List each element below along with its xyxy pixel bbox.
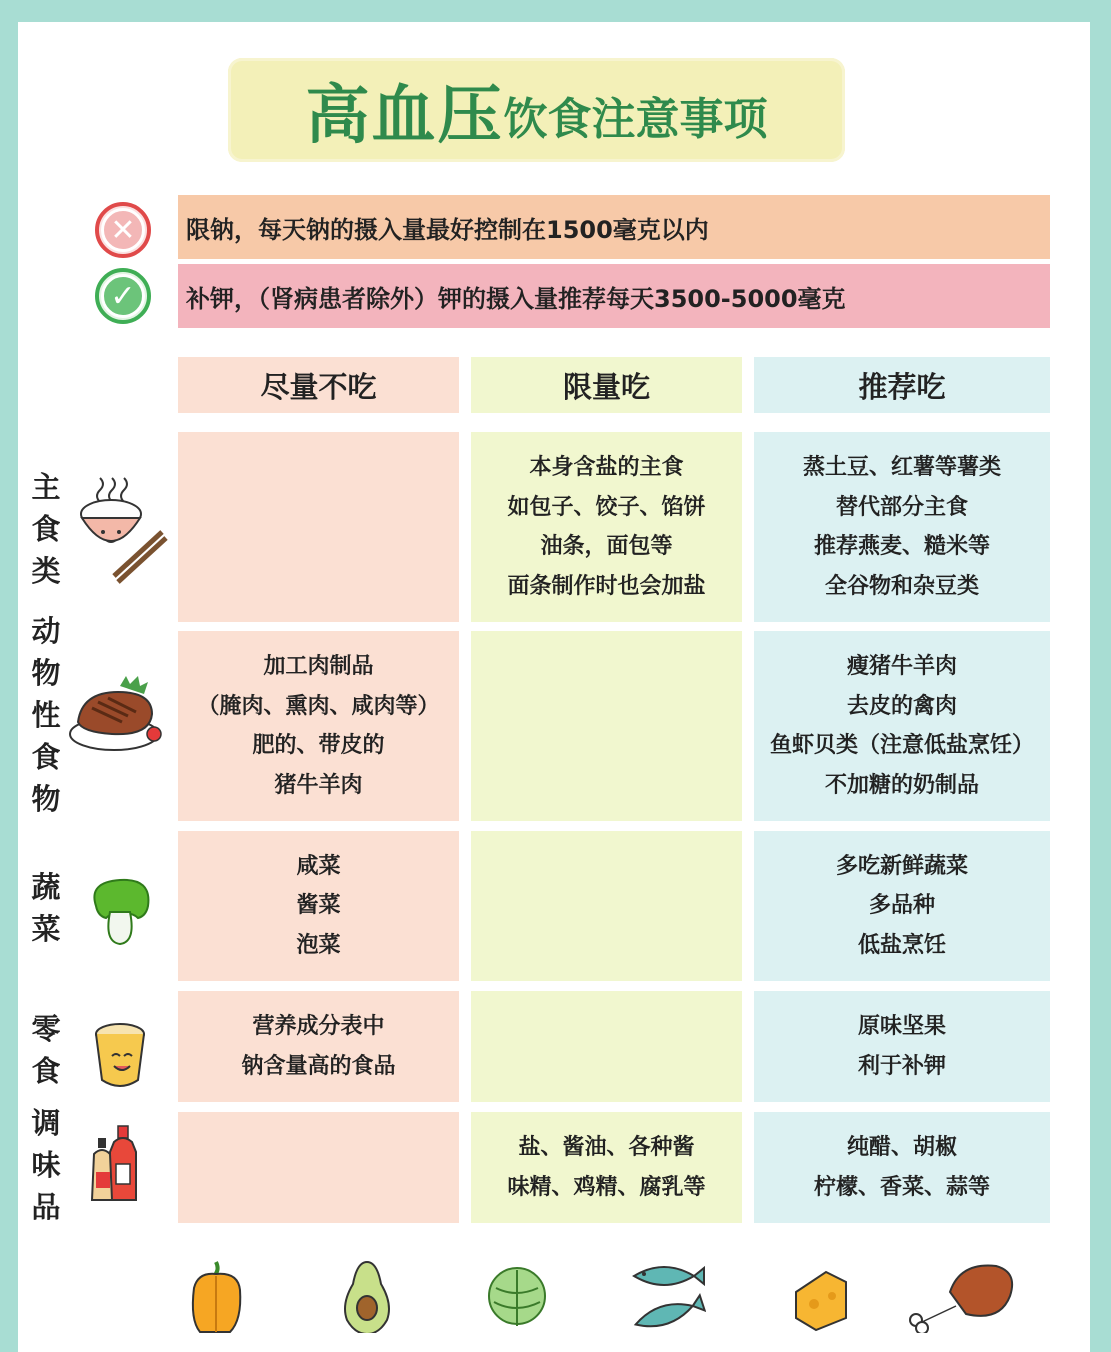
cell-line: 咸菜 bbox=[296, 853, 341, 879]
cell-line: 不加糖的奶制品 bbox=[824, 772, 979, 798]
pepper-icon bbox=[186, 1258, 246, 1333]
category-char: 动 bbox=[31, 614, 61, 648]
cell-line: 本身含盐的主食 bbox=[529, 455, 684, 480]
category-char: 主 bbox=[31, 470, 61, 504]
cell-line: 柠檬、香菜、蒜等 bbox=[813, 1174, 990, 1200]
column-header-limit: 限量吃 bbox=[471, 357, 742, 413]
cell-staple-limit bbox=[471, 432, 742, 622]
cell-line: 油条，面包等 bbox=[540, 534, 673, 559]
category-char: 调 bbox=[31, 1106, 61, 1140]
category-char: 食 bbox=[31, 512, 61, 546]
sauce-bottles-icon bbox=[88, 1124, 148, 1206]
rice-bowl-icon bbox=[78, 474, 170, 586]
category-char: 性 bbox=[31, 698, 61, 732]
cell-line: 多吃新鲜蔬菜 bbox=[835, 853, 968, 879]
cell-condiment-avoid bbox=[178, 1112, 459, 1223]
cell-line: 加工肉制品 bbox=[263, 654, 374, 679]
potassium-notice: 补钾，（肾病患者除外）钾的摄入量推荐每天3500-5000毫克 bbox=[178, 264, 1050, 328]
category-char: 蔬 bbox=[31, 870, 61, 904]
cell-line: 泡菜 bbox=[296, 932, 341, 958]
cell-line: 蒸土豆、红薯等薯类 bbox=[802, 455, 1001, 480]
cell-condiment-limit bbox=[471, 1112, 742, 1223]
cell-animal-recommend bbox=[754, 631, 1050, 821]
category-char: 物 bbox=[31, 782, 61, 816]
column-header-avoid: 尽量不吃 bbox=[178, 357, 459, 413]
cell-vegetable-avoid bbox=[178, 831, 459, 981]
cell-line: 盐、酱油、各种酱 bbox=[518, 1135, 695, 1160]
steak-icon bbox=[68, 672, 166, 754]
cell-line: 鱼虾贝类（注意低盐烹饪） bbox=[769, 733, 1034, 758]
title-sub: 饮食注意事项 bbox=[503, 94, 768, 145]
cell-line: 钠含量高的食品 bbox=[241, 1053, 396, 1079]
cell-condiment-recommend bbox=[754, 1112, 1050, 1223]
category-snack bbox=[30, 1008, 62, 1092]
chicken-leg-icon bbox=[900, 1262, 1018, 1333]
category-animal-food bbox=[30, 610, 62, 820]
cabbage-icon bbox=[86, 876, 156, 946]
cell-line: 如包子、饺子、馅饼 bbox=[507, 494, 706, 520]
category-char: 物 bbox=[31, 656, 61, 690]
category-condiment bbox=[30, 1102, 62, 1228]
cell-snack-avoid bbox=[178, 991, 459, 1102]
cell-vegetable-limit bbox=[471, 831, 742, 981]
cell-line: 纯醋、胡椒 bbox=[846, 1135, 957, 1160]
column-header-recommend: 推荐吃 bbox=[754, 357, 1050, 413]
category-char: 味 bbox=[31, 1148, 61, 1182]
cell-line: 酱菜 bbox=[296, 893, 341, 919]
title-banner bbox=[228, 58, 845, 162]
cell-line: 去皮的禽肉 bbox=[846, 693, 957, 719]
cell-snack-recommend bbox=[754, 991, 1050, 1102]
category-char: 品 bbox=[31, 1190, 61, 1224]
category-char: 食 bbox=[31, 1054, 61, 1088]
cabbage-icon bbox=[486, 1258, 548, 1333]
category-char: 食 bbox=[31, 740, 61, 774]
title-main: 高血压 bbox=[305, 79, 504, 153]
cell-snack-limit bbox=[471, 991, 742, 1102]
cell-line: 利于补钾 bbox=[857, 1053, 946, 1079]
cross-circle-icon: ✕ bbox=[95, 202, 151, 258]
cell-line: 肥的、带皮的 bbox=[252, 733, 385, 758]
category-char: 菜 bbox=[31, 912, 61, 946]
cheese-icon bbox=[790, 1266, 850, 1333]
category-vegetable bbox=[30, 866, 62, 950]
cell-line: 全谷物和杂豆类 bbox=[824, 573, 979, 599]
cell-line: 原味坚果 bbox=[857, 1014, 946, 1039]
snack-cup-icon bbox=[92, 1020, 150, 1090]
cell-line: 多品种 bbox=[868, 893, 935, 919]
avocado-icon bbox=[342, 1260, 392, 1333]
cell-animal-avoid bbox=[178, 631, 459, 821]
cell-line: 猪牛羊肉 bbox=[274, 772, 363, 798]
cell-line: （腌肉、熏肉、咸肉等） bbox=[197, 693, 440, 719]
category-char: 零 bbox=[31, 1012, 61, 1046]
cell-staple-recommend bbox=[754, 432, 1050, 622]
cell-line: 味精、鸡精、腐乳等 bbox=[507, 1174, 706, 1200]
sodium-notice: 限钠，每天钠的摄入量最好控制在1500毫克以内 bbox=[178, 195, 1050, 259]
cell-line: 低盐烹饪 bbox=[857, 932, 946, 958]
check-circle-icon: ✓ bbox=[95, 268, 151, 324]
cell-line: 营养成分表中 bbox=[252, 1014, 385, 1039]
cell-staple-avoid bbox=[178, 432, 459, 622]
cell-animal-limit bbox=[471, 631, 742, 821]
fish-icon bbox=[630, 1258, 706, 1333]
category-staple bbox=[30, 466, 62, 592]
cell-vegetable-recommend bbox=[754, 831, 1050, 981]
cell-line: 替代部分主食 bbox=[835, 494, 968, 520]
cell-line: 瘦猪牛羊肉 bbox=[846, 654, 957, 679]
cell-line: 推荐燕麦、糙米等 bbox=[813, 534, 990, 559]
category-char: 类 bbox=[31, 554, 61, 588]
cell-line: 面条制作时也会加盐 bbox=[507, 573, 706, 599]
